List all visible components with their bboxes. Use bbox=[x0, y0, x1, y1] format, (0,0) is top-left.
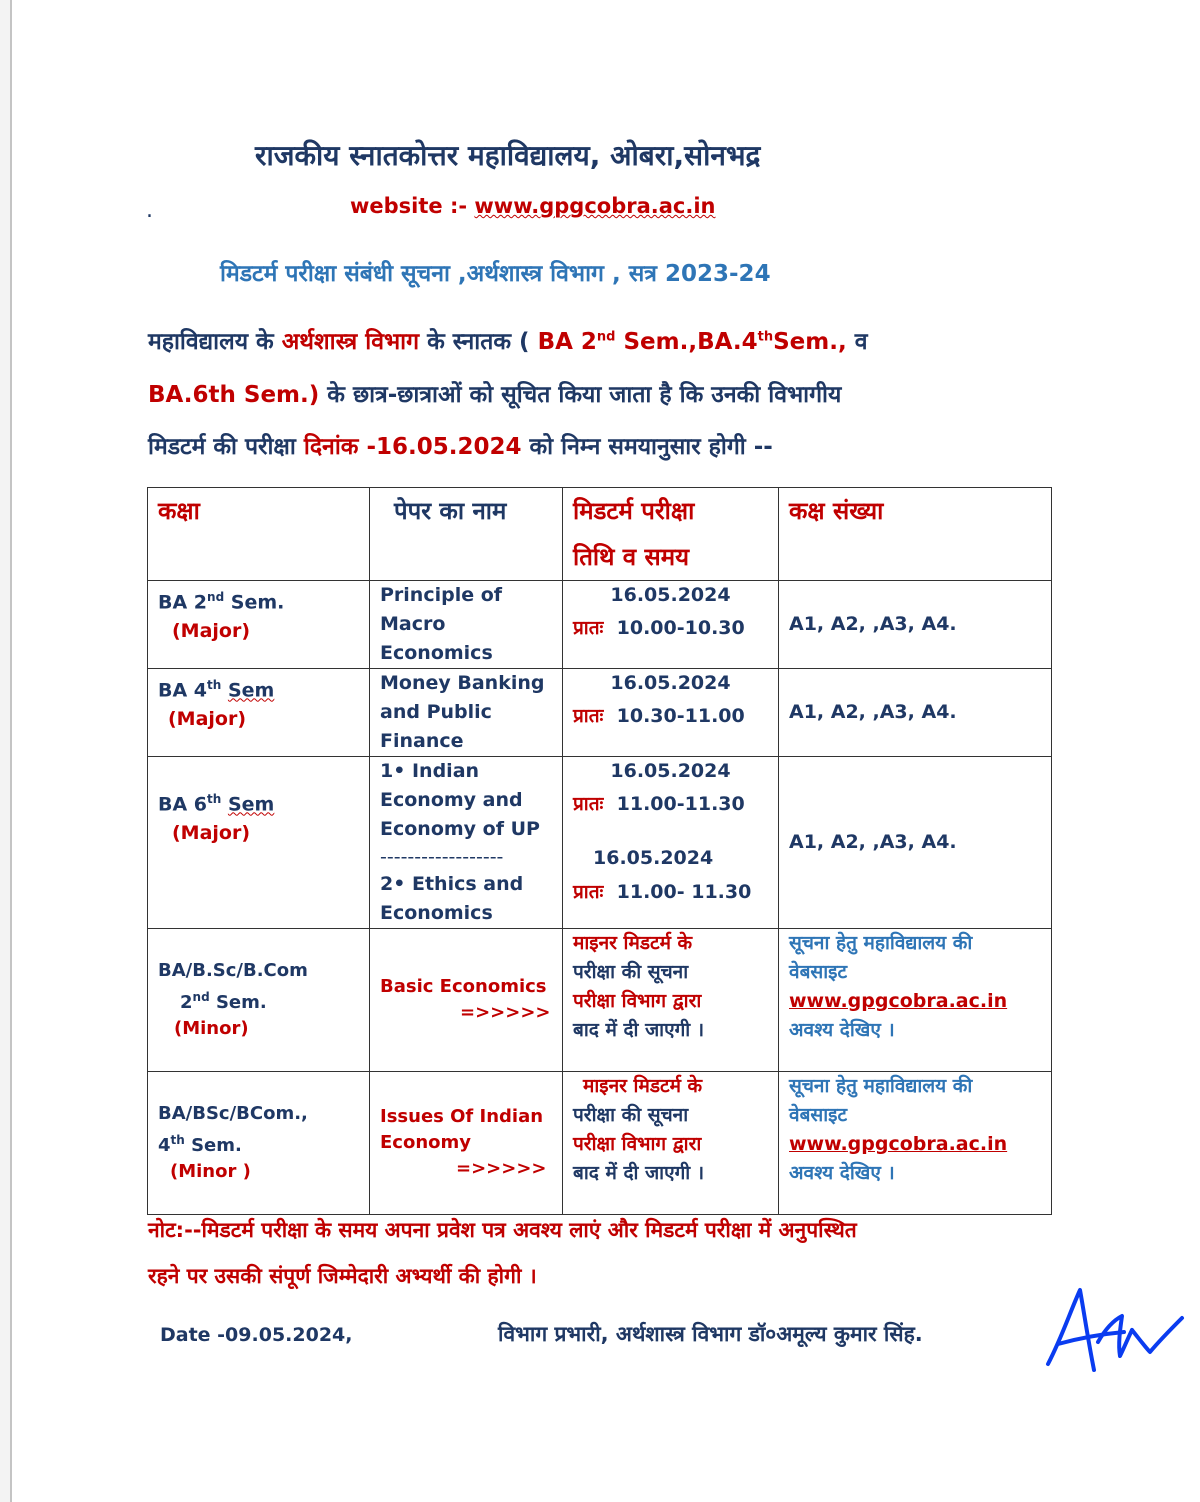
semester-6: BA.6th Sem.) bbox=[148, 382, 320, 408]
intro-text: के छात्र-छात्राओं को सूचित किया जाता है कि उनकी विभागीय bbox=[319, 382, 842, 408]
datetime-cell: माइनर मिडटर्म के परीक्षा की सूचना परीक्षा विभाग द्वारा बाद में दी जाएगी । bbox=[563, 929, 779, 1072]
header-room: कक्ष संख्या bbox=[779, 488, 1052, 581]
room-cell: A1, A2, ,A3, A4. bbox=[779, 581, 1052, 669]
room-cell: A1, A2, ,A3, A4. bbox=[779, 757, 1052, 929]
intro-line-2 bbox=[148, 377, 841, 409]
notice-subtitle: मिडटर्म परीक्षा संबंधी सूचना ,अर्थशास्त्र विभाग , सत्र 2023-24 bbox=[220, 261, 771, 287]
note-line-2: रहने पर उसकी संपूर्ण जिम्मेदारी अभ्यर्थी की होगी । bbox=[148, 1264, 537, 1288]
table-row bbox=[148, 757, 1052, 929]
intro-text: मिडटर्म की परीक्षा bbox=[148, 434, 304, 460]
datetime-cell: माइनर मिडटर्म के परीक्षा की सूचना परीक्षा विभाग द्वारा बाद में दी जाएगी । bbox=[563, 1072, 779, 1215]
signatory-name: विभाग प्रभारी, अर्थशास्त्र विभाग डॉ०अमूल्य कुमार सिंह. bbox=[498, 1322, 923, 1346]
paper-cell: Principle of Macro Economics bbox=[370, 581, 563, 669]
header-class: कक्षा bbox=[148, 488, 370, 581]
dept-name: अर्थशास्त्र विभाग bbox=[281, 329, 420, 355]
website-link[interactable]: www.gpgcobra.ac.in bbox=[789, 990, 1008, 1012]
intro-line-1 bbox=[148, 324, 868, 356]
intro-text: व bbox=[846, 329, 868, 355]
header-datetime: मिडटर्म परीक्षा तिथि व समय bbox=[563, 488, 779, 581]
paper-cell: Basic Economics =>>>>> bbox=[370, 929, 563, 1072]
intro-text: को निम्न समयानुसार होगी -- bbox=[521, 434, 773, 460]
page-margin bbox=[0, 0, 10, 1502]
issue-date: Date -09.05.2024, bbox=[160, 1324, 353, 1346]
class-cell: BA 4th Sem (Major) bbox=[148, 669, 370, 757]
exam-date: दिनांक -16.05.2024 bbox=[303, 434, 522, 460]
bullet-dot: . bbox=[146, 198, 153, 223]
handwritten-signature bbox=[1040, 1282, 1190, 1382]
website-line bbox=[350, 194, 715, 218]
room-cell: A1, A2, ,A3, A4. bbox=[779, 669, 1052, 757]
table-row bbox=[148, 581, 1052, 669]
room-cell: सूचना हेतु महाविद्यालय की वेबसाइट www.gpgcobra.ac.in अवश्य देखिए । bbox=[779, 1072, 1052, 1215]
room-cell: सूचना हेतु महाविद्यालय की वेबसाइट www.gpgcobra.ac.in अवश्य देखिए । bbox=[779, 929, 1052, 1072]
semesters: BA 2nd Sem.,BA.4thSem., bbox=[537, 329, 847, 355]
class-cell: BA/B.Sc/B.Com 2nd Sem. (Minor) bbox=[148, 929, 370, 1072]
paper-cell: Issues Of Indian Economy =>>>>> bbox=[370, 1072, 563, 1215]
table-row bbox=[148, 1072, 1052, 1215]
table-header-row bbox=[148, 488, 1052, 581]
class-cell: BA 2nd Sem. (Major) bbox=[148, 581, 370, 669]
website-label: website :- bbox=[350, 194, 475, 218]
schedule-table bbox=[147, 487, 1052, 1215]
table-row bbox=[148, 929, 1052, 1072]
class-cell: BA 6th Sem (Major) bbox=[148, 757, 370, 929]
class-cell: BA/BSc/BCom., 4th Sem. (Minor ) bbox=[148, 1072, 370, 1215]
website-link[interactable]: www.gpgcobra.ac.in bbox=[789, 1133, 1008, 1155]
table-row bbox=[148, 669, 1052, 757]
header-paper: पेपर का नाम bbox=[370, 488, 563, 581]
college-title: राजकीय स्नातकोत्तर महाविद्यालय, ओबरा,सोनभद्र bbox=[255, 139, 761, 172]
paper-cell: 1• Indian Economy and Economy of UP ------------------ 2• Ethics and Economics bbox=[370, 757, 563, 929]
datetime-cell: 16.05.2024 प्रातः 10.30-11.00 bbox=[563, 669, 779, 757]
note-line-1: नोट:--मिडटर्म परीक्षा के समय अपना प्रवेश पत्र अवश्य लाएं और मिडटर्म परीक्षा में अनुपस्थित bbox=[148, 1218, 857, 1242]
website-link[interactable]: www.gpgcobra.ac.in bbox=[474, 194, 716, 218]
intro-line-3 bbox=[148, 429, 773, 461]
paper-cell: Money Banking and Public Finance bbox=[370, 669, 563, 757]
datetime-cell: 16.05.2024 प्रातः 10.00-10.30 bbox=[563, 581, 779, 669]
intro-text: महाविद्यालय के bbox=[148, 329, 282, 355]
page-edge-line bbox=[10, 0, 12, 1502]
datetime-cell: 16.05.2024 प्रातः 11.00-11.30 16.05.2024 प्रातः 11.00- 11.30 bbox=[563, 757, 779, 929]
intro-text: के स्नातक ( bbox=[419, 329, 538, 355]
